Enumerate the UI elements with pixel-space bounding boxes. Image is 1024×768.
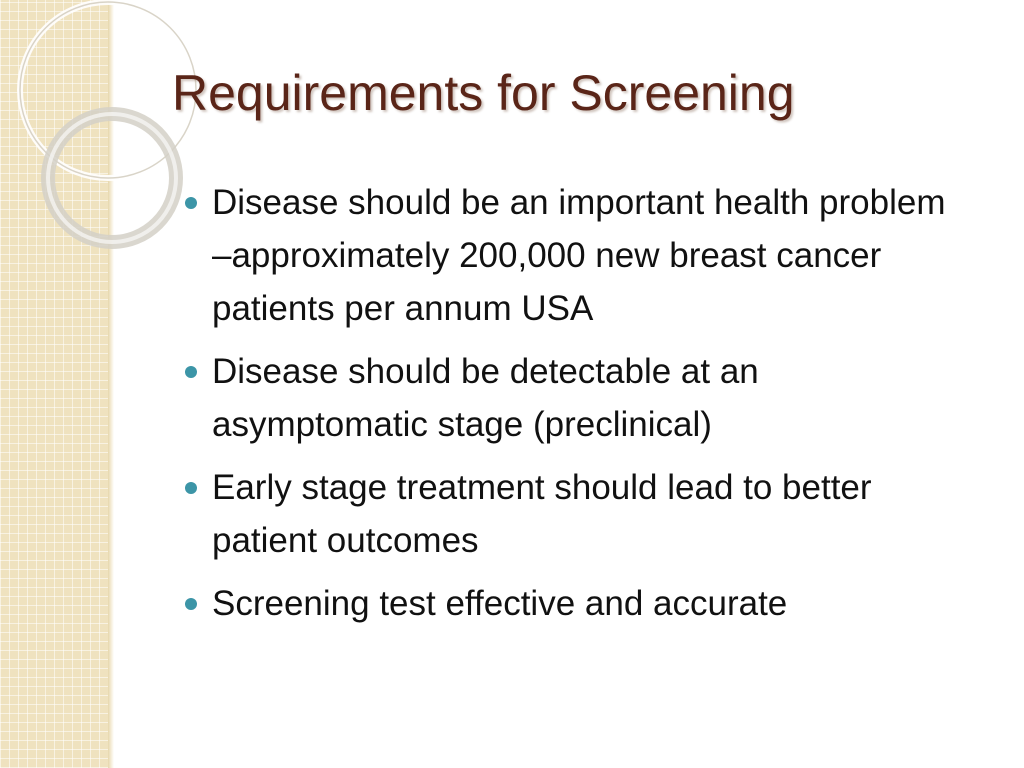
bullet-item (182, 577, 962, 630)
bullet-item (182, 176, 962, 335)
bullet-dot-icon (185, 197, 197, 209)
bullet-text: Screening test effective and accurate (212, 584, 788, 623)
bullet-dot-icon (185, 482, 197, 494)
bullet-text: Disease should be detectable at an asymptomatic stage (preclinical) (212, 352, 759, 444)
bullet-item (182, 461, 962, 567)
bullet-dot-icon (185, 366, 197, 378)
bullet-item (182, 345, 962, 451)
decorative-rings-icon (0, 0, 140, 260)
slide-title: Requirements for Screening (172, 65, 795, 121)
bullet-text: Disease should be an important health problem –approximately 200,000 new breast cancer patients per annum USA (212, 183, 946, 328)
bullet-list (182, 176, 962, 640)
bullet-dot-icon (185, 598, 197, 610)
bullet-text: Early stage treatment should lead to better patient outcomes (212, 468, 872, 560)
